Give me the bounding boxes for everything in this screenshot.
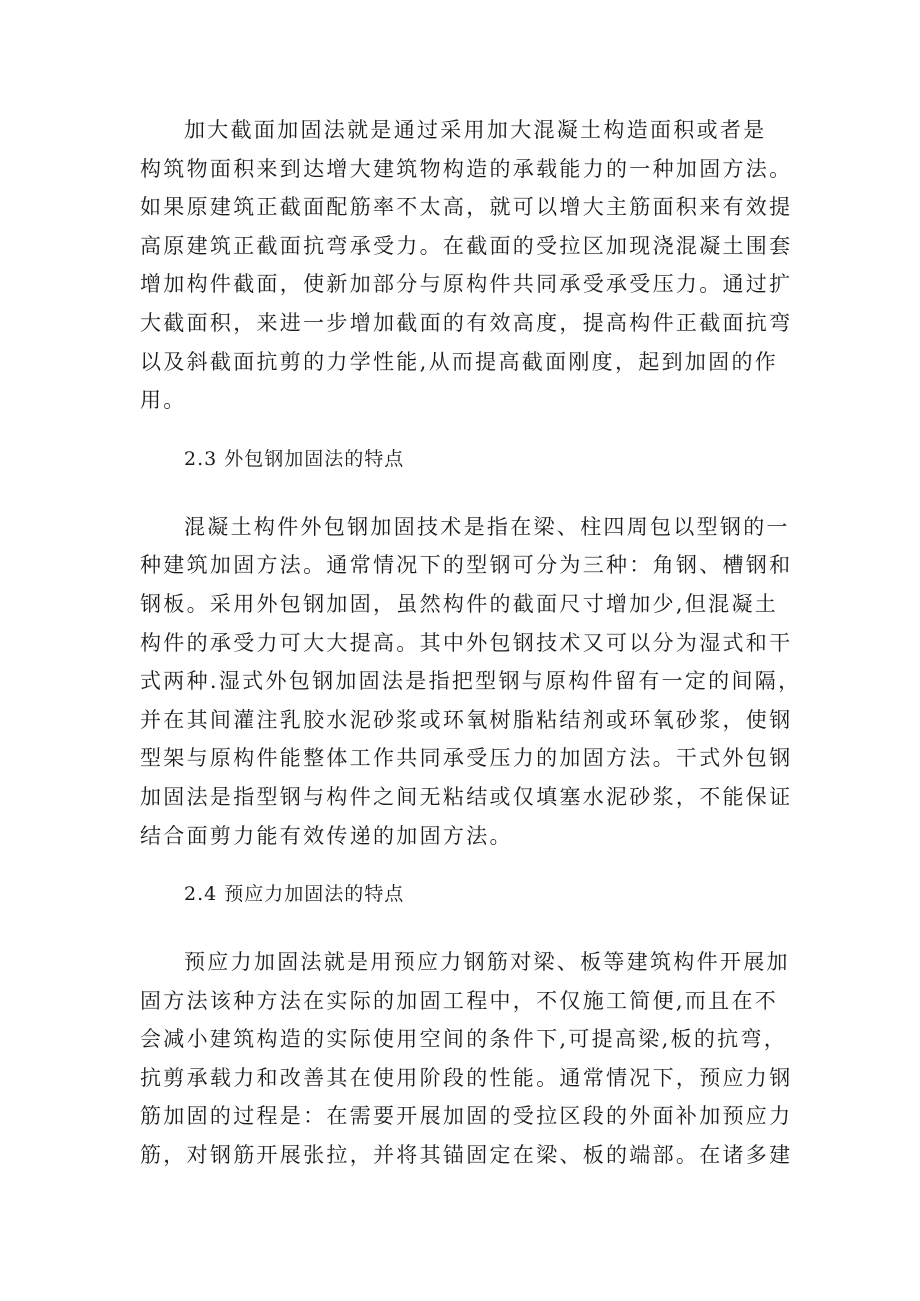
text-line: 加固法是指型钢与构件之间无粘结或仅填塞水泥砂浆，不能保证	[140, 784, 793, 809]
text-line: 以及斜截面抗剪的力学性能,从而提高截面刚度，起到加固的作	[140, 349, 779, 374]
text-line: 种建筑加固方法。通常情况下的型钢可分为三种：角钢、槽钢和	[140, 553, 793, 578]
text-line: 钢板。采用外包钢加固，虽然构件的截面尺寸增加少,但混凝土	[140, 591, 779, 616]
text-line: 混凝土构件外包钢加固技术是指在梁、柱四周包以型钢的一	[184, 514, 790, 539]
text-line: 构筑物面积来到达增大建筑物构造的承载能力的一种加固方法。	[140, 156, 793, 181]
text-line: 式两种.湿式外包钢加固法是指把型钢与原构件留有一定的间隔，	[140, 669, 802, 694]
text-line: 型架与原构件能整体工作共同承受压力的加固方法。干式外包钢	[140, 746, 793, 771]
text-line: 预应力加固法就是用预应力钢筋对梁、板等建筑构件开展加	[184, 950, 790, 975]
text-line: 并在其间灌注乳胶水泥砂浆或环氧树脂粘结剂或环氧砂浆，使钢	[140, 707, 793, 732]
text-line: 会减小建筑构造的实际使用空间的条件下,可提高梁,板的抗弯，	[140, 1027, 788, 1052]
text-line: 用。	[140, 388, 187, 413]
text-line: 固方法该种方法在实际的加固工程中，不仅施工简便,而且在不	[140, 988, 779, 1013]
text-line: 结合面剪力能有效传递的加固方法。	[140, 823, 513, 848]
text-line: 筋，对钢筋开展张拉，并将其锚固定在梁、板的端部。在诸多建	[140, 1143, 793, 1168]
paragraph-steel-wrapping	[140, 508, 802, 855]
paragraph-prestress	[140, 943, 793, 1175]
text-line: 加大截面加固法就是通过采用加大混凝土构造面积或者是	[184, 118, 767, 142]
text-line: 构件的承受力可大大提高。其中外包钢技术又可以分为湿式和干	[140, 630, 793, 655]
text-line: 高原建筑正截面抗弯承受力。在截面的受拉区加现浇混凝土围套	[140, 233, 793, 258]
paragraph-enlarged-section	[140, 111, 793, 420]
section-heading: 2.4 预应力加固法的特点	[184, 883, 405, 906]
document-page	[140, 111, 802, 1175]
text-line: 大截面积，来进一步增加截面的有效高度，提高构件正截面抗弯	[140, 310, 793, 335]
text-line: 增加构件截面，使新加部分与原构件共同承受承受压力。通过扩	[140, 272, 793, 297]
text-line: 筋加固的过程是：在需要开展加固的受拉区段的外面补加预应力	[140, 1104, 793, 1129]
section-heading: 2.3 外包钢加固法的特点	[184, 447, 405, 470]
text-line: 如果原建筑正截面配筋率不太高，就可以增大主筋面积来有效提	[140, 195, 793, 220]
text-line: 抗剪承载力和改善其在使用阶段的性能。通常情况下，预应力钢	[140, 1065, 793, 1090]
